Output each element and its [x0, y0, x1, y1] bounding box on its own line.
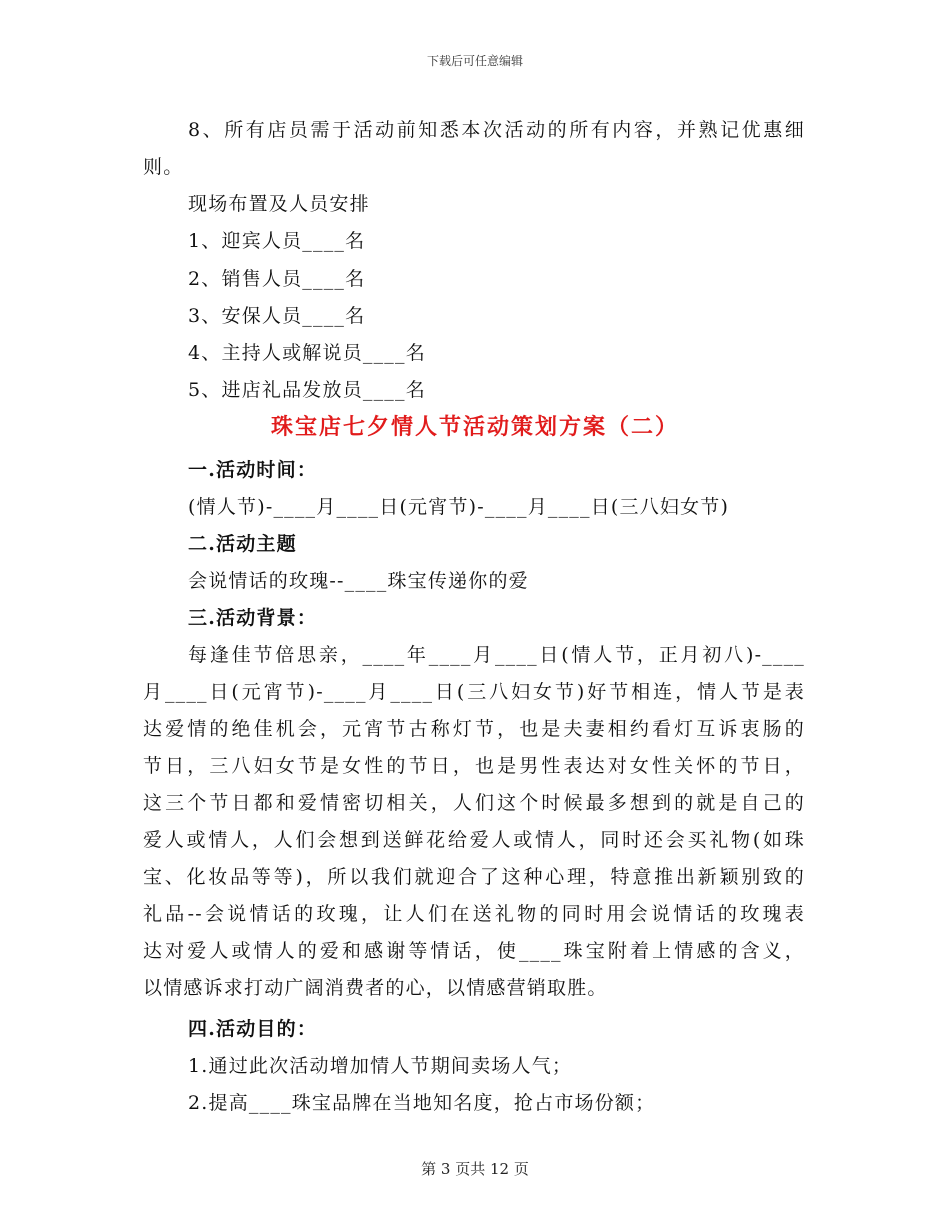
purpose-item: 2.提高____珠宝品牌在当地知名度，抢占市场份额；	[188, 1092, 656, 1114]
background-line: 节日，三八妇女节是女性的节日，也是男性表达对女性关怀的节日，	[143, 755, 805, 777]
arrangement-item: 1、迎宾人员____名	[188, 230, 366, 252]
page-header: 下载后可任意编辑	[426, 54, 523, 68]
background-line: 宝、化妆品等等)，所以我们就迎合了这种心理，特意推出新颖别致的	[143, 866, 805, 888]
activity-time-heading: 一.活动时间：	[188, 459, 318, 481]
paragraph-8-line-1: 8、所有店员需于活动前知悉本次活动的所有内容，并熟记优惠细	[188, 119, 805, 141]
activity-theme-text: 会说情话的玫瑰--____珠宝传递你的爱	[188, 570, 529, 592]
paragraph-8-line-2: 则。	[143, 156, 184, 178]
arrangement-item: 2、销售人员____名	[188, 268, 366, 290]
arrangement-item: 4、主持人或解说员____名	[188, 342, 426, 364]
arrangement-item: 5、进店礼品发放员____名	[188, 379, 426, 401]
activity-theme-heading: 二.活动主题	[188, 533, 297, 555]
background-line: 以情感诉求打动广阔消费者的心，以情感营销取胜。	[143, 977, 608, 999]
background-line: 这三个节日都和爱情密切相关，人们这个时候最多想到的就是自己的	[143, 792, 805, 814]
background-line: 达对爱人或情人的爱和感谢等情话，使____珠宝附着上情感的含义，	[143, 940, 805, 962]
arrangement-heading: 现场布置及人员安排	[188, 193, 370, 215]
background-line: 爱人或情人，人们会想到送鲜花给爱人或情人，同时还会买礼物(如珠	[143, 829, 805, 851]
background-line: 礼品--会说情话的玫瑰，让人们在送礼物的同时用会说情话的玫瑰表	[143, 903, 805, 925]
activity-time-text: (情人节)-____月____日(元宵节)-____月____日(三八妇女节)	[188, 496, 730, 518]
arrangement-item: 3、安保人员____名	[188, 305, 366, 327]
purpose-item: 1.通过此次活动增加情人节期间卖场人气；	[188, 1055, 573, 1077]
section-title: 珠宝店七夕情人节活动策划方案（二）	[270, 414, 679, 440]
activity-purpose-heading: 四.活动目的：	[188, 1018, 318, 1040]
activity-background-heading: 三.活动背景：	[188, 607, 318, 629]
background-line: 月____日(元宵节)-____月____日(三八妇女节)好节相连，情人节是表	[143, 681, 805, 703]
background-line: 达爱情的绝佳机会，元宵节古称灯节，也是夫妻相约看灯互诉衷肠的	[143, 718, 805, 740]
page-footer: 第 3 页共 12 页	[421, 1160, 529, 1178]
background-line: 每逢佳节倍思亲，____年____月____日(情人节，正月初八)-____	[188, 644, 805, 666]
